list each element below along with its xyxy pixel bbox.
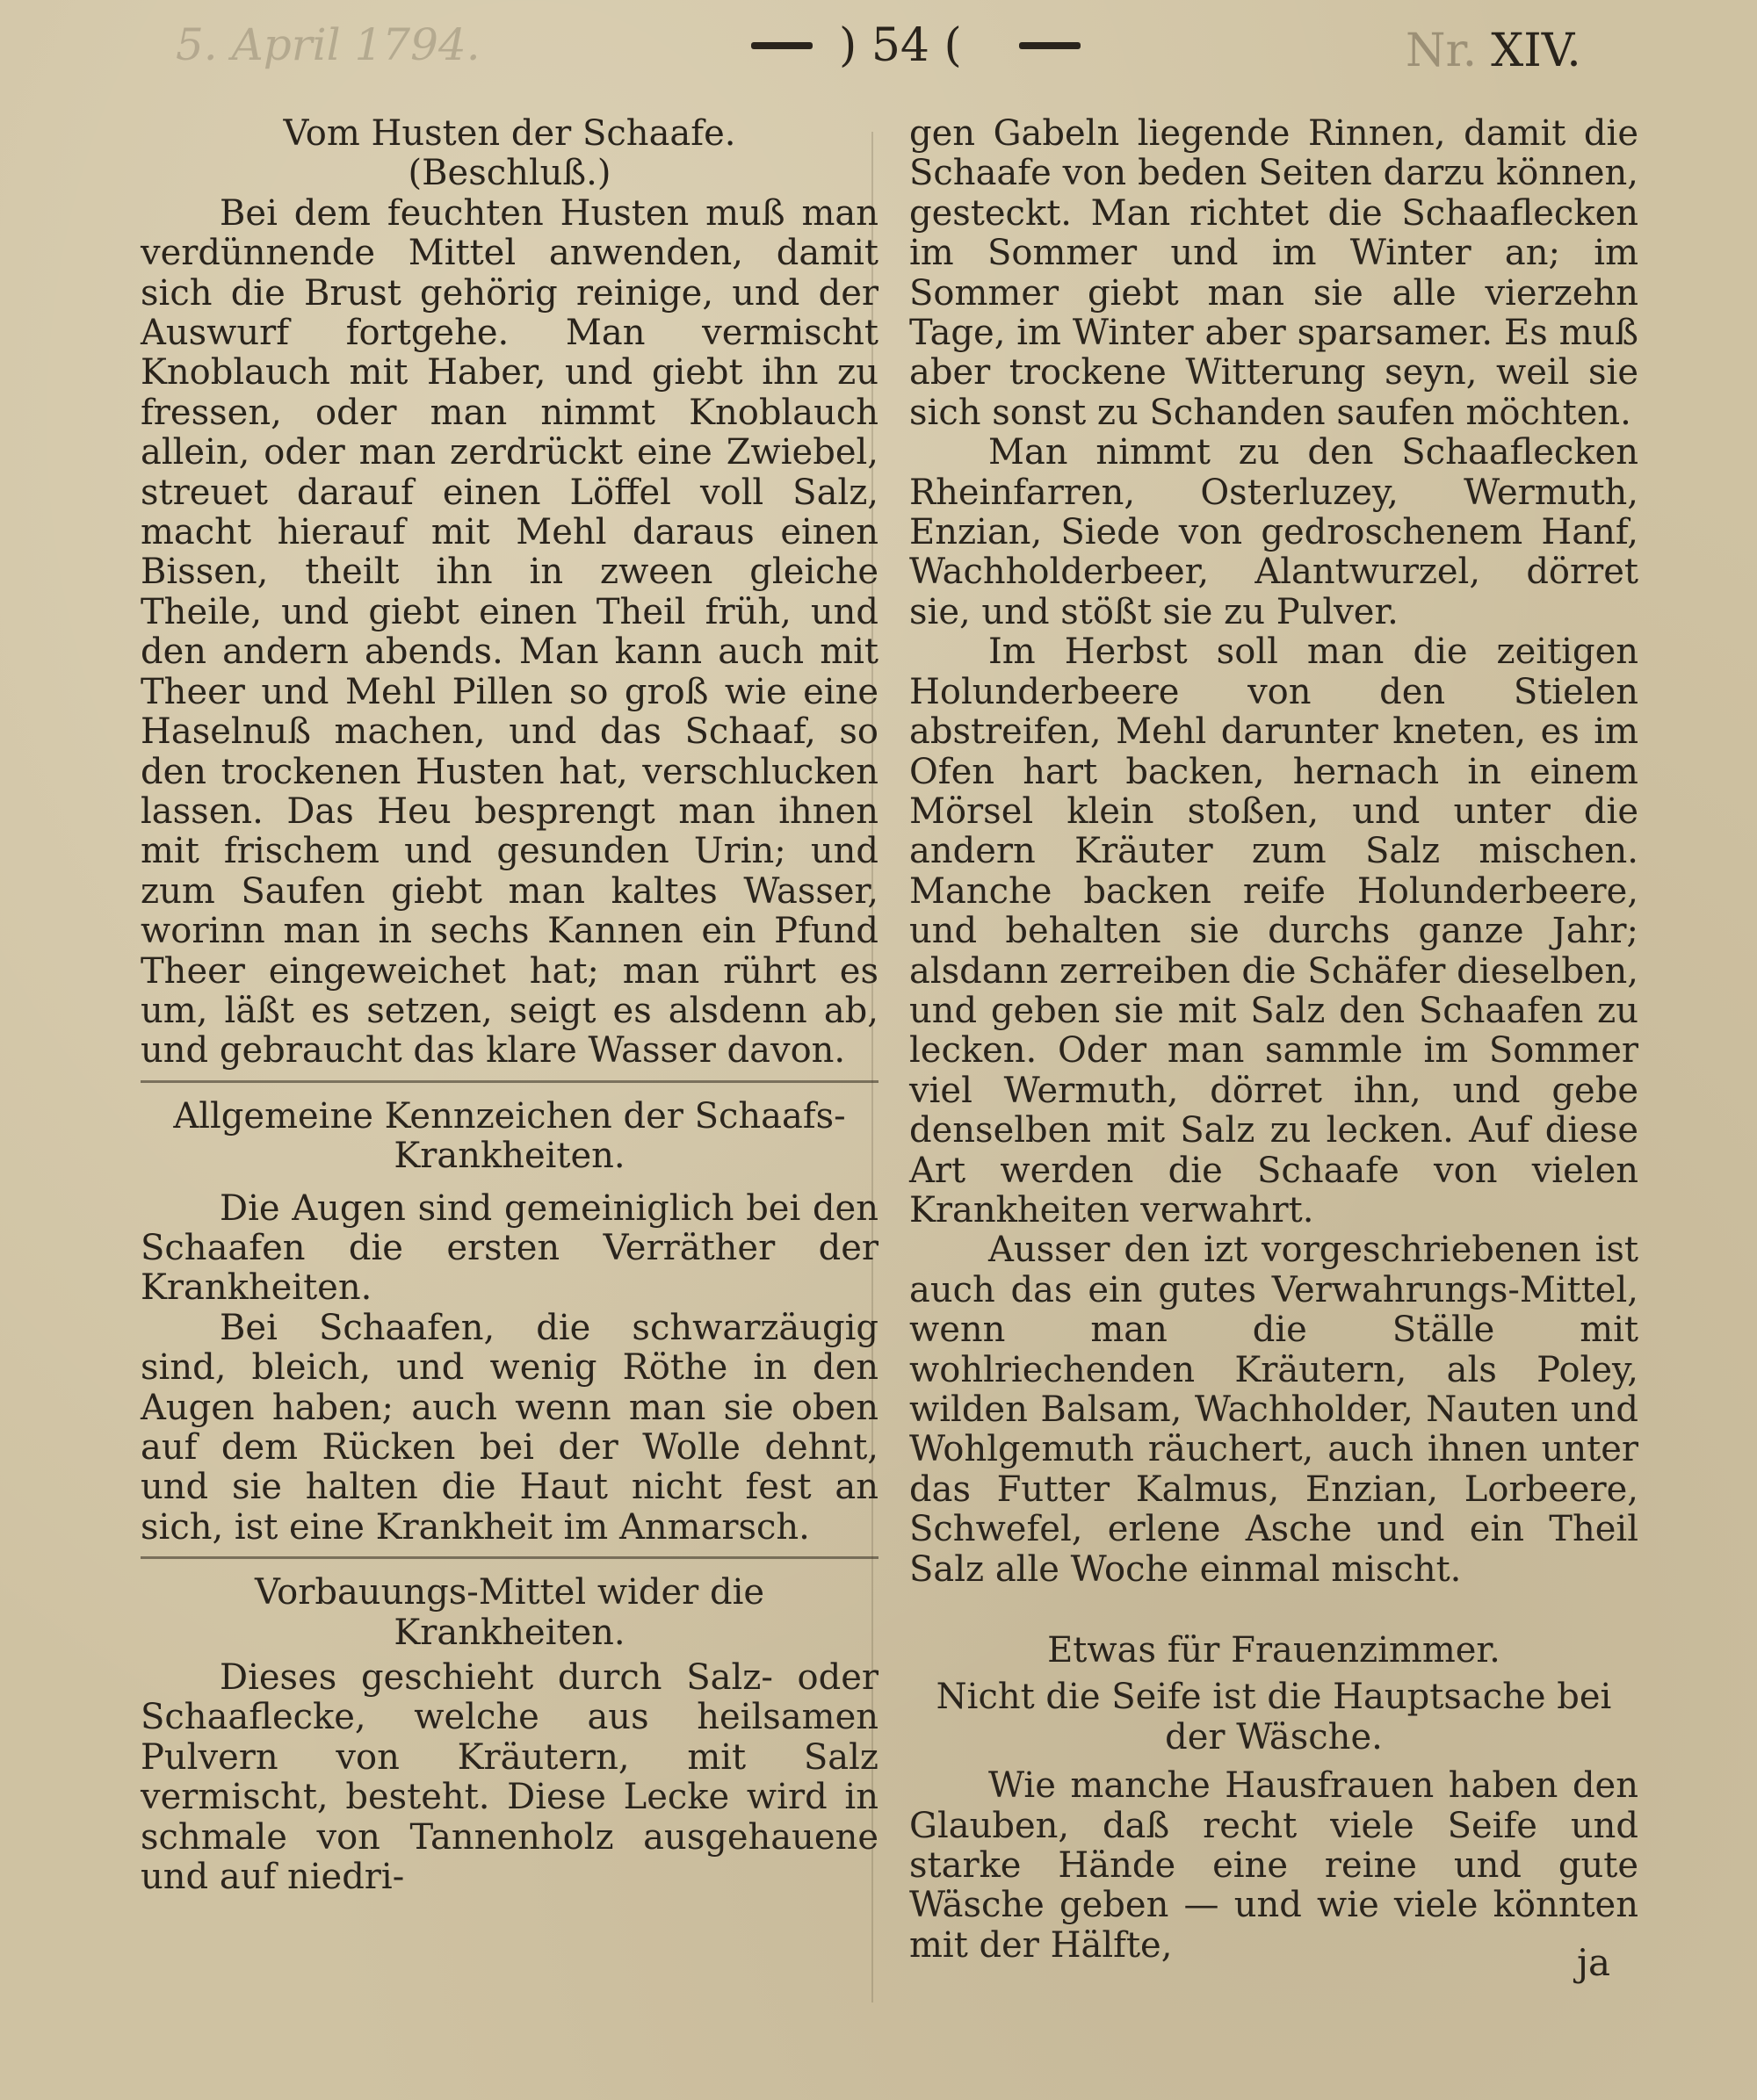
bleed-through-date: 5. April 1794. [176, 19, 481, 70]
right-column [909, 114, 1638, 1966]
article-title-vorbauung: Vorbauungs-Mittel wider die Krankheiten. [254, 1572, 765, 1653]
header-dash-right [1019, 42, 1081, 49]
article-title-husten: Vom Husten der Schaafe. [283, 113, 736, 154]
catchword: ja [1577, 1941, 1611, 1984]
issue-number [1406, 25, 1581, 77]
article-para-verwahrung: Ausser den izt vorgeschriebenen ist auch das ein gutes Verwahrungs-Mittel, wenn man die Ställe mit wohlriechenden Kräutern, als Poley, wilden Balsam, Wachholder, Nauten und Wohlgemuth räuchert, auch ihnen unter das Futter Kalmus, Enzian, Lorbeere, Schwefel, erlene Asche und ein Theil Salz alle Woche einmal mischt. [909, 1230, 1638, 1590]
issue-prefix: Nr. [1406, 25, 1478, 77]
article-continuation: gen Gabeln liegende Rinnen, damit die Schaafe von beden Seiten darzu können, gesteckt. Man richtet die Schaaflecken im Sommer und im Winter an; im Sommer giebt man sie alle vierzehn Tage, im Winter aber sparsamer. Es muß aber trockene Witterung seyn, weil sie sich sonst zu Schanden saufen möchten. [909, 113, 1638, 433]
article-body-waesche: Wie manche Hausfrauen haben den Glauben, daß recht viele Seife und starke Hände eine reine und gute Wäsche geben — und wie viele könnten mit der Hälfte, [909, 1765, 1638, 1966]
article-para-kennzeichen-1: Die Augen sind gemeiniglich bei den Schaafen die ersten Verräther der Krankheiten. [141, 1187, 878, 1309]
section-rule [141, 1556, 878, 1559]
section-rule [141, 1080, 878, 1083]
page-number: ) 54 ( [839, 19, 962, 72]
page-header [0, 19, 1757, 90]
article-subtitle-seife: Nicht die Seife ist die Hauptsache bei der Wäsche. [936, 1677, 1612, 1757]
issue-value: XIV. [1491, 25, 1581, 77]
article-para-holunder: Im Herbst soll man die zeitigen Holunderbeere von den Stielen abstreifen, Mehl darunter kneten, es im Ofen hart backen, hernach in einem Mörsel klein stoßen, und unter die andern Kräuter zum Salz mischen. Manche backen reife Holunderbeere, und behalten sie durchs ganze Jahr; alsdann zerreiben die Schäfer dieselben, und geben sie mit Salz den Schaafen zu lecken. Oder man sammle im Sommer viel Wermuth, dörret ihn, und gebe denselben mit Salz zu lecken. Auf diese Art werden die Schaafe von vielen Krankheiten verwahrt. [909, 631, 1638, 1230]
article-title-kennzeichen: Allgemeine Kennzeichen der Schaafs-Krankheiten. [173, 1095, 846, 1177]
left-column [141, 114, 878, 1897]
article-subtitle-beschluss: (Beschluß.) [408, 153, 611, 194]
article-body-vorbauung: Dieses geschieht durch Salz- oder Schaaflecke, welche aus heilsamen Pulvern von Kräutern, mit Salz vermischt, besteht. Diese Lecke wird in schmale von Tannenholz ausgehauene und auf niedri- [141, 1657, 878, 1898]
article-body-husten: Bei dem feuchten Husten muß man verdünnende Mittel anwenden, damit sich die Brust gehörig reinige, und der Auswurf fortgehe. Man vermischt Knoblauch mit Haber, und giebt ihn zu fressen, oder man nimmt Knoblauch allein, oder man zerdrückt eine Zwiebel, streuet darauf einen Löffel voll Salz, macht hierauf mit Mehl daraus einen Bissen, theilt ihn in zween gleiche Theile, und giebt einen Theil früh, und den andern abends. Man kann auch mit Theer und Mehl Pillen so groß wie eine Haselnuß machen, und das Schaaf, so den trockenen Husten hat, verschlucken lassen. Das Heu besprengt man ihnen mit frischem und gesunden Urin; und zum Saufen giebt man kaltes Wasser, worinn man in sechs Kannen ein Pfund Theer eingeweichet hat; man rührt es um, läßt es setzen, seigt es alsdenn ab, und gebraucht das klare Wasser davon. [141, 192, 878, 1072]
header-dash-left [751, 42, 813, 49]
article-title-frauenzimmer: Etwas für Frauenzimmer. [1047, 1630, 1500, 1671]
article-para-ingredients: Man nimmt zu den Schaaflecken Rheinfarren, Osterluzey, Wermuth, Enzian, Siede von gedroschenem Hanf, Wachholderbeer, Alantwurzel, dörret sie, und stößt sie zu Pulver. [909, 432, 1638, 632]
article-para-kennzeichen-2: Bei Schaafen, die schwarzäugig sind, bleich, und wenig Röthe in den Augen haben; auch wenn man sie oben auf dem Rücken bei der Wolle dehnt, und sie halten die Haut nicht fest an sich, ist eine Krankheit im Anmarsch. [141, 1307, 878, 1548]
